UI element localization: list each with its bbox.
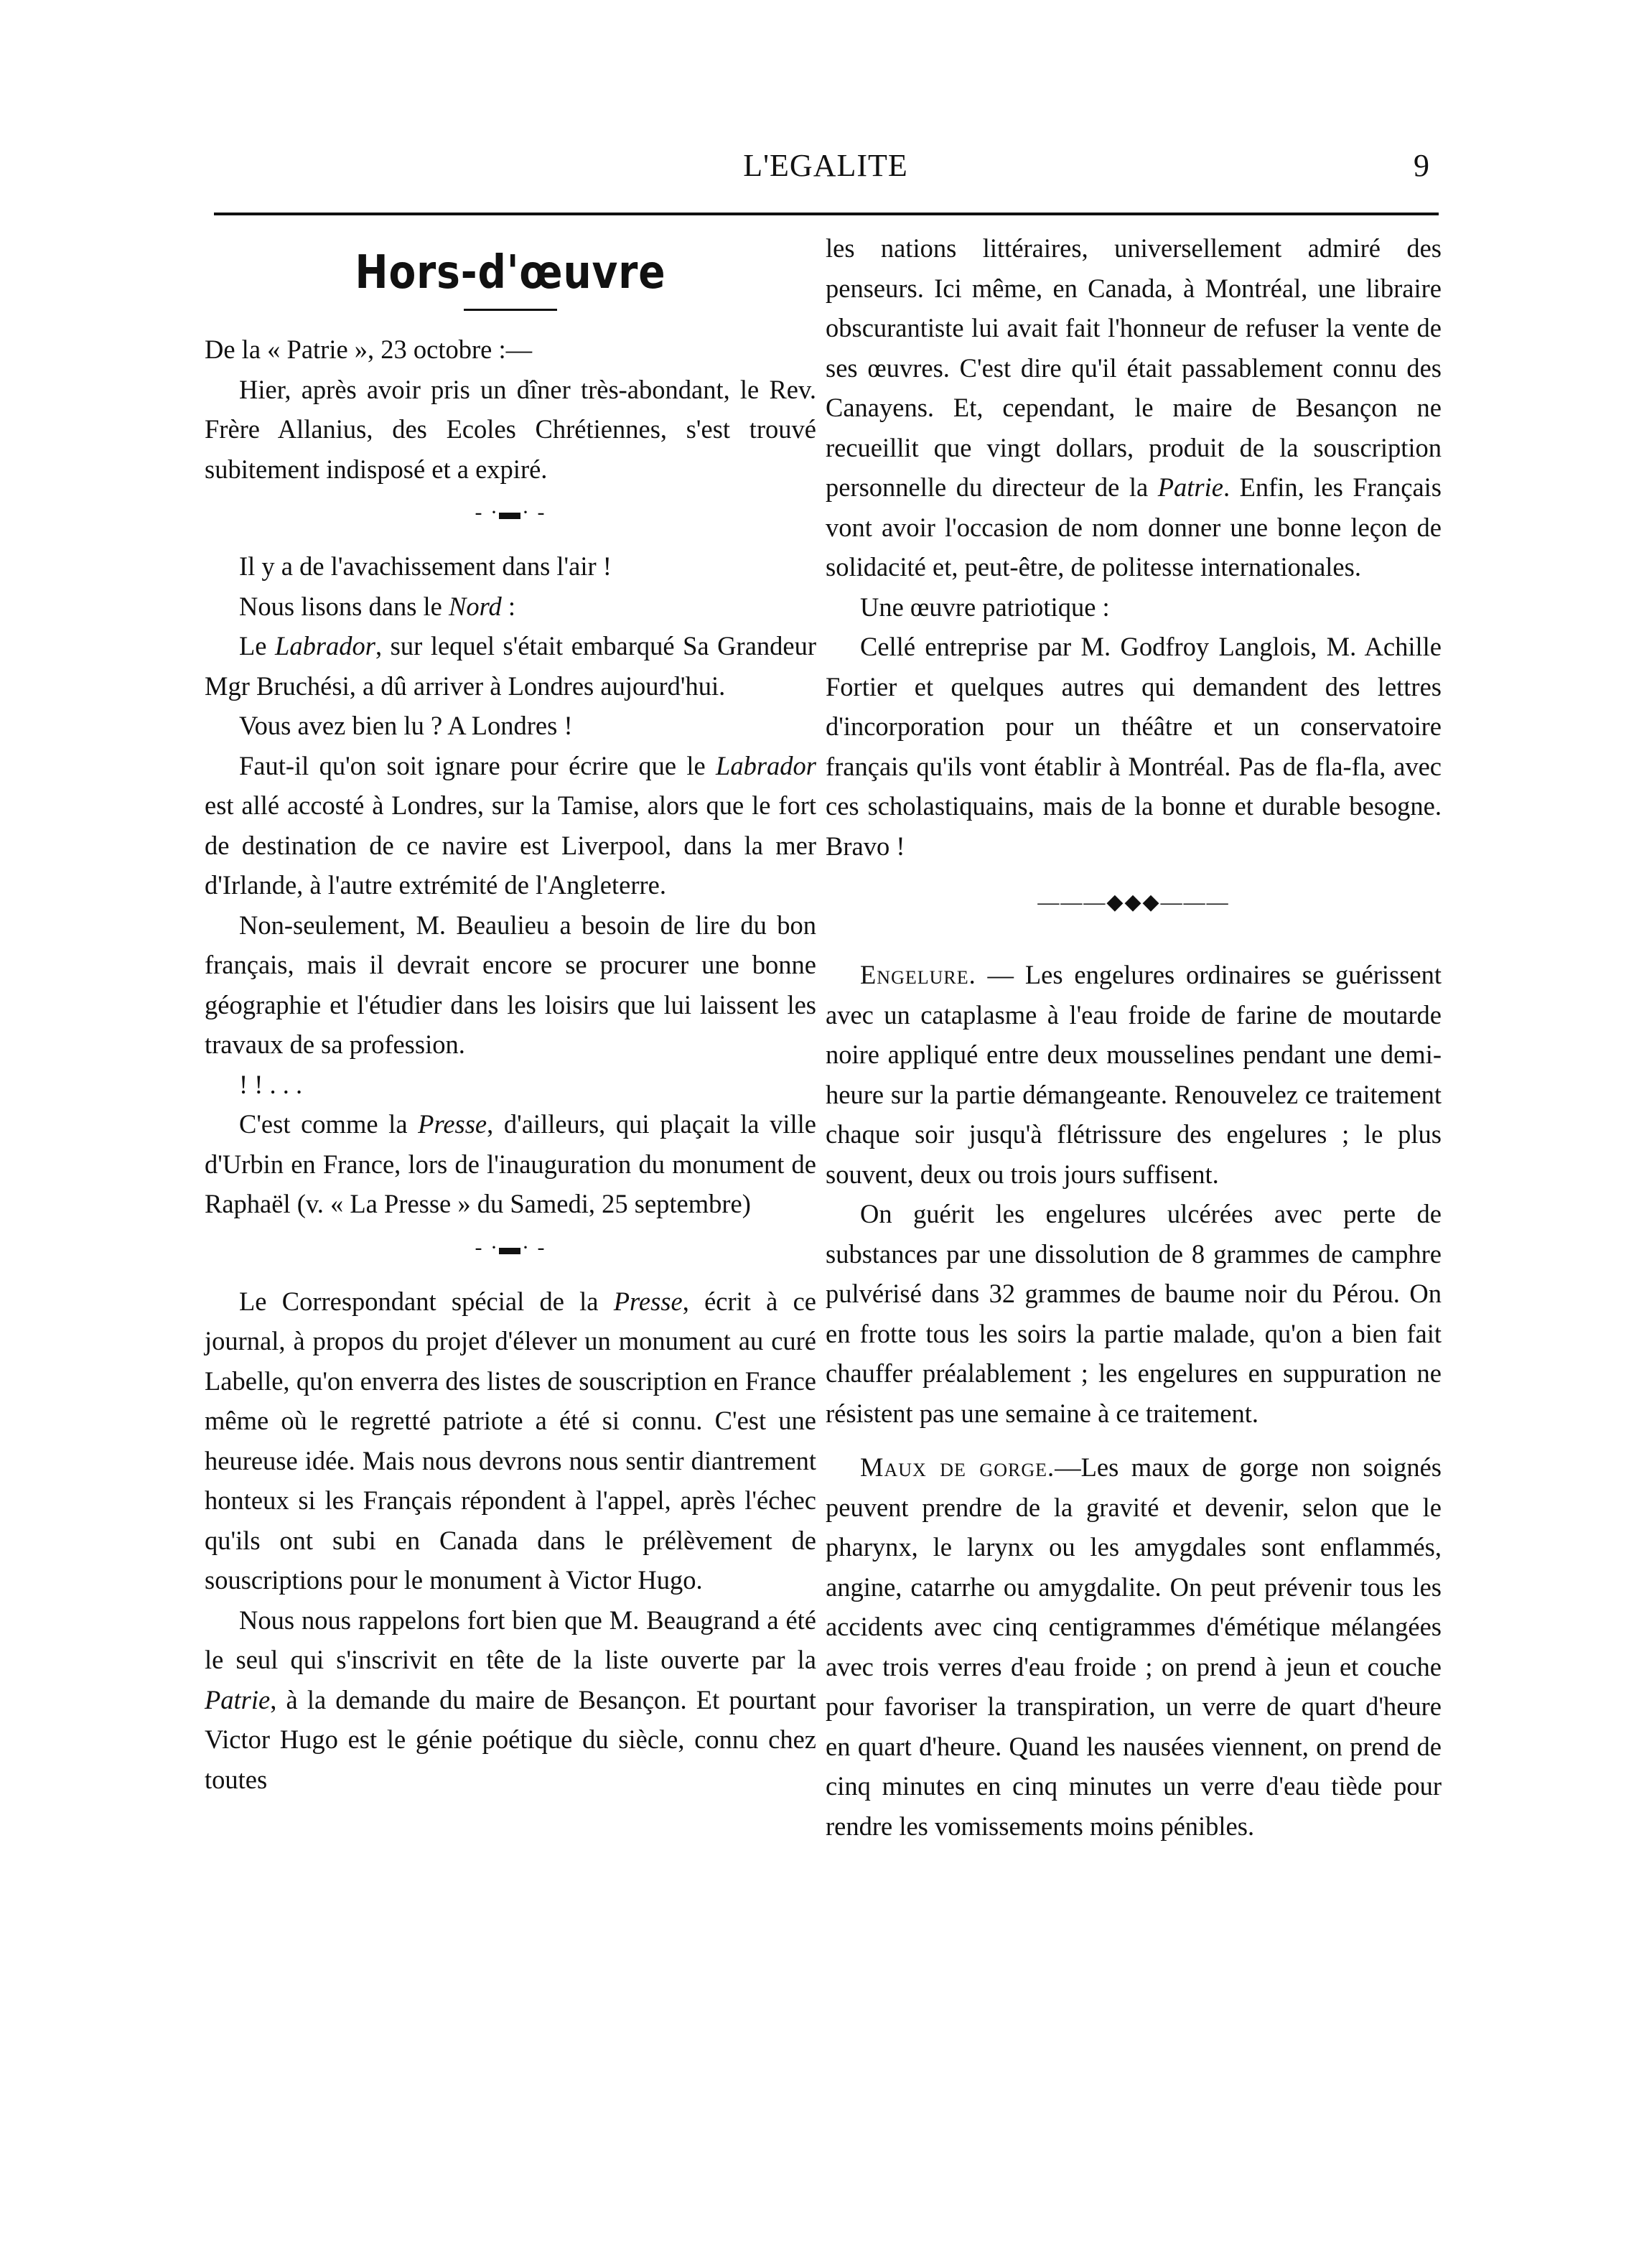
paragraph: Nous nous rappelons fort bien que M. Beaugrand a été le seul qui s'inscrivit en tête de la liste ouverte par la Patrie, à la demande du maire de Besançon. Et pourtant Victor Hugo est le génie poétique du siècle, connu chez toutes: [205, 1605, 816, 1794]
paragraph: Engelure. — Les engelures ordinaires se guérissent avec un cataplasme à l'eau froide de farine de moutarde noire appliqué entre deux mousselines pendant une demi-heure sur la partie démangeante. Renouvelez ce traitement chaque soir jusqu'à flétrissure des engelures ; le plus souvent, deux ou trois jours suffisent.: [826, 960, 1442, 1189]
paragraph: ! ! . . .: [239, 1069, 303, 1099]
paragraph: Faut-il qu'on soit ignare pour écrire que le Labrador est allé accosté à Londres, sur la Tamise, alors que le fort de destination de ce navire est Liverpool, dans la mer d'Irlande, à l'autre extrémité de l'Angleterre.: [205, 750, 816, 900]
italic-title: Nord: [449, 591, 502, 621]
paragraph: Cellé entreprise par M. Godfroy Langlois, M. Achille Fortier et quelques autres qui demandent des lettres d'incorporation pour un théâtre et un conservatoire français qu'ils vont établir à Montréal. Pas de fla-fla, avec ces scholastiquains, mais de la bonne et durable besogne. Bravo !: [826, 632, 1442, 861]
paragraph: Le Labrador, sur lequel s'était embarqué Sa Grandeur Mgr Bruchési, a dû arriver à Londres aujourd'hui.: [205, 631, 816, 701]
spacer: [826, 1433, 1442, 1447]
paragraph: Le Correspondant spécial de la Presse, écrit à ce journal, à propos du projet d'élever un monument au curé Labelle, qu'on enverra des listes de souscription en France même où le regretté patriote a été si connu. C'est une heureuse idée. Mais nous devrons nous sentir diantrement honteux si les Français répondent à l'appel, après l'échec qu'ils ont subi en Canada dans le prélèvement de souscriptions pour le monument à Victor Hugo.: [205, 1286, 816, 1595]
section-title: Hors-d'œuvre: [355, 246, 666, 299]
page-number: 9: [1414, 148, 1430, 183]
paragraph: Non-seulement, M. Beaulieu a besoin de lire du bon français, mais il devrait encore se procurer une bonne géographie et l'étudier dans les loisirs que lui laissent les travaux de sa profession.: [205, 910, 816, 1059]
paragraph: Une œuvre patriotique :: [860, 592, 1110, 622]
rubric-heading: Maux de gorge.: [860, 1452, 1055, 1482]
left-column: [205, 228, 816, 1799]
paragraph: Hier, après avoir pris un dîner très-abondant, le Rev. Frère Allanius, des Ecoles Chrétiennes, s'est trouvé subitement indisposé et a expiré.: [205, 374, 816, 484]
paragraph: C'est comme la Presse, d'ailleurs, qui plaçait la ville d'Urbin en France, lors de l'inauguration du monument de Raphaël (v. « La Presse » du Samedi, 25 septembre): [205, 1109, 816, 1218]
paragraph: les nations littéraires, universellement admiré des penseurs. Ici même, en Canada, à Montréal, une libraire obscurantiste lui avait fait l'honneur de refuser la vente de ses œuvres. C'est dire qu'il était passablement connu des Canayens. Et, cependant, le maire de Besançon ne recueillit que vingt dollars, produit de la souscription personnelle du directeur de la Patrie. Enfin, les Français vont avoir l'occasion de nom donner une bonne leçon de solidacité et, peut-être, de politesse internationales.: [826, 233, 1442, 582]
source-line: De la « Patrie », 23 octobre :—: [205, 335, 533, 364]
paragraph: Nous lisons dans le Nord :: [239, 591, 515, 621]
italic-title: Presse: [418, 1109, 487, 1139]
italic-title: Presse: [613, 1286, 683, 1316]
paragraph: Vous avez bien lu ? A Londres !: [239, 711, 573, 740]
italic-title: Labrador: [275, 631, 376, 661]
italic-title: Labrador: [716, 750, 816, 780]
header-rule: [214, 213, 1439, 215]
ornament-divider: - ·▬· -: [475, 1235, 546, 1259]
title-rule: [464, 309, 557, 311]
paragraph: On guérit les engelures ulcérées avec perte de substances par une dissolution de 8 grammes de camphre pulvérisé dans 32 grammes de baume noir du Pérou. On en frotte tous les soirs la partie malade, qu'on a bien fait chauffer préalablement ; les engelures en suppuration ne résistent pas une semaine à ce traitement.: [826, 1199, 1442, 1428]
right-column: [826, 228, 1442, 1846]
italic-title: Patrie: [205, 1684, 271, 1714]
ornament-divider: - ·▬· -: [475, 500, 546, 524]
ornament-divider: ———◆◆◆———: [1037, 890, 1230, 914]
rubric-heading: Engelure.: [860, 960, 976, 989]
italic-title: Patrie: [1157, 472, 1223, 502]
paragraph: Maux de gorge.—Les maux de gorge non soignés peuvent prendre de la gravité et devenir, selon que le pharynx, le larynx ou les amygdales sont enflammés, angine, catarrhe ou amygdalite. On peut prévenir tous les accidents avec cinq centigrammes d'émétique mélangées avec trois verres d'eau froide ; on prend à jeun et couche pour favoriser la transpiration, un verre de quart d'heure en quart d'heure. Quand les nausées viennent, on prend de cinq minutes en cinq minutes un verre d'eau tiède pour rendre les vomissements moins pénibles.: [826, 1452, 1442, 1841]
paragraph: Il y a de l'avachissement dans l'air !: [239, 551, 612, 581]
running-title: L'EGALITE: [743, 148, 908, 183]
